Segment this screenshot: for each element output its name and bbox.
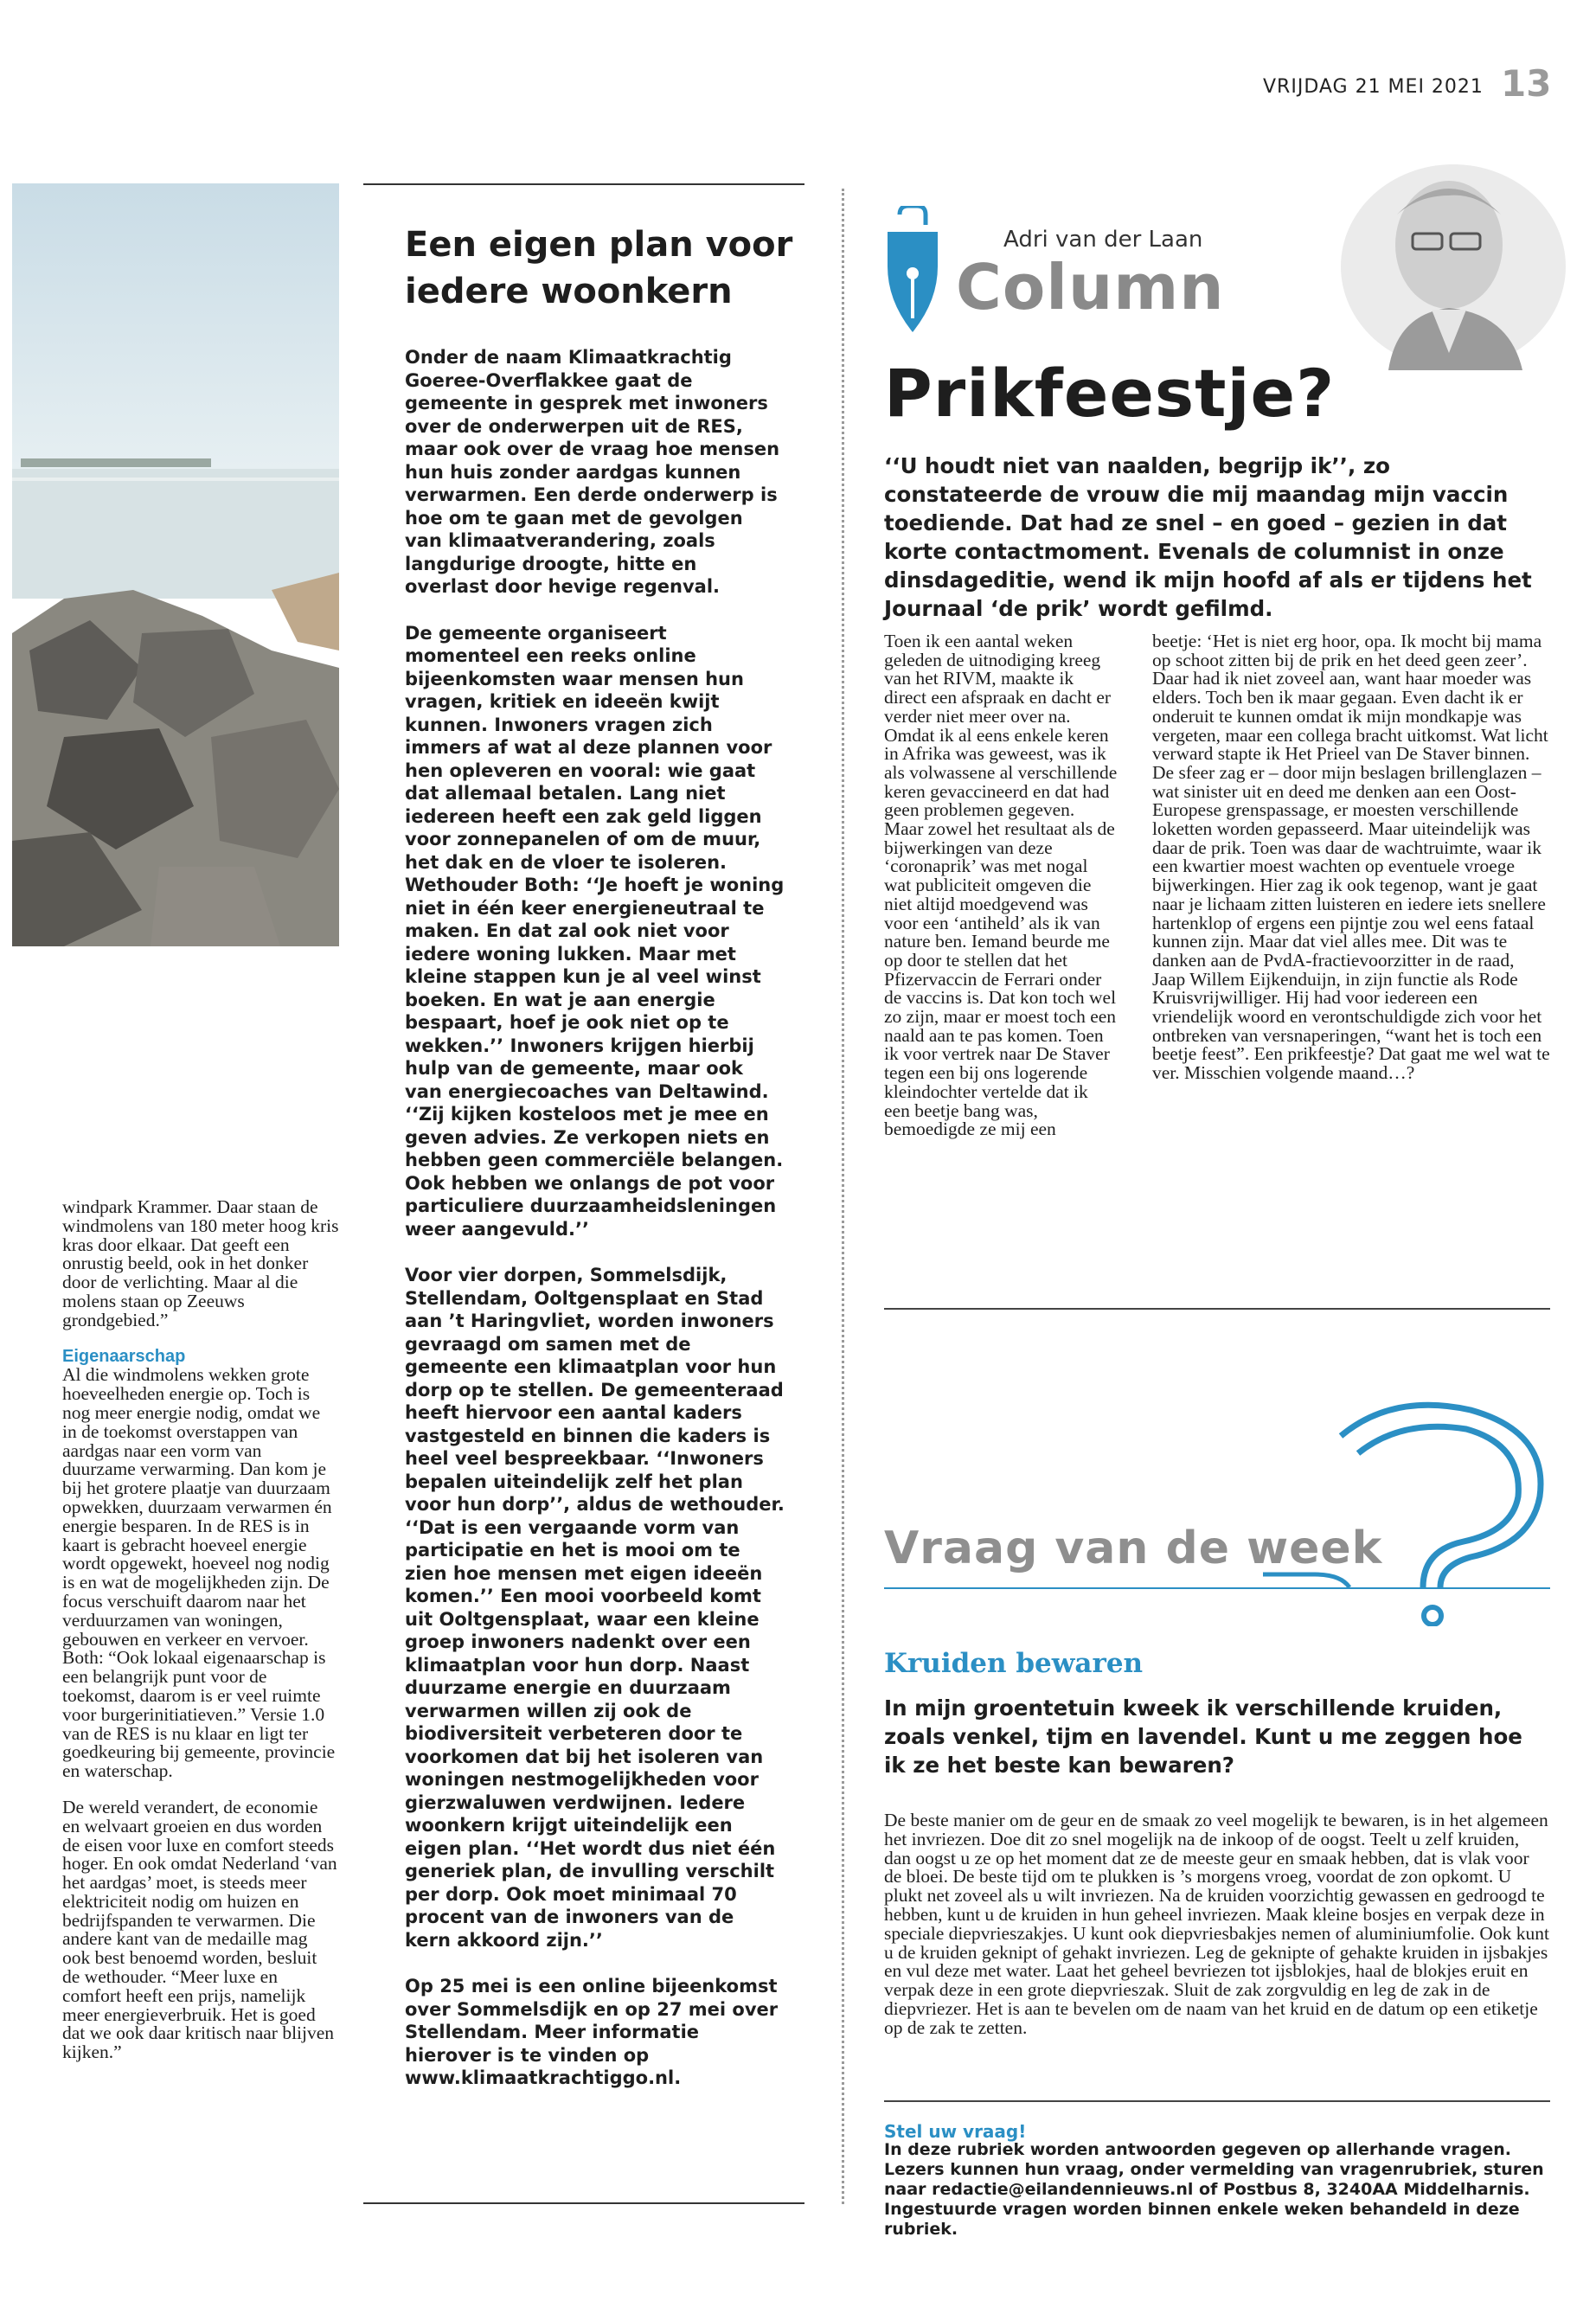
- column-body-left: Toen ik een aantal weken geleden de uitnodiging kreeg van het RIVM, maakte ik direct een afspraak en dacht er verder niet meer over na. Omdat ik al eens enkele keren in Afrika was geweest, was ik als volwassene al verschillende keren gevaccineerd en dat had geen problemen gegeven. Maar zowel het resultaat als de bijwerkingen van deze ‘coronaprik’ was met nogal wat publiciteit omgeven die niet altijd moedgevend was voor een ‘antiheld’ als ik van nature ben. Iemand beurde me op door te stellen dat het Pfizervaccin de Ferrari onder de vaccins is. Dat kon toch wel zo zijn, maar er moest toch een naald aan te pas komen. Toen ik voor vertrek naar De Staver tegen een bij ons logerende kleindochter vertelde dat ik een beetje bang was, bemoedigde ze mij een: [884, 631, 1118, 1140]
- article-paragraph: Onder de naam Klimaatkrachtig Goeree-Overflakkee gaat de gemeente in gesprek met inwoners over de onderwerpen uit de RES, maar ook over de vraag hoe mensen hun huis zonder aardgas kunnen verwarmen. Een derde onderwerp is hoe om te gaan met de gevolgen van klimaatverandering, zoals langdurige droogte, hitte en overlast door hevige regenval.: [405, 347, 780, 597]
- subhead-eigenaarschap: Eigenaarschap: [62, 1346, 186, 1366]
- column-lead: ‘‘U houdt niet van naalden, begrijp ik’’, zo constateerde de vrouw die mij maandag mijn vaccin toediende. Dat had ze snel – en goed – gezien in dat korte contactmoment. Evenals de columnist in onze dinsdageditie, wend ik mijn hoofd af als er tijdens het Journaal ‘de prik’ wordt gefilmd.: [884, 453, 1532, 621]
- column-divider: [842, 189, 844, 2204]
- section-rule: [884, 1308, 1550, 1310]
- left-column-text: [62, 1198, 339, 2080]
- bottom-rule: [363, 2202, 804, 2204]
- top-rule: [363, 183, 804, 185]
- vraag-rule: [884, 1587, 1550, 1589]
- article-title: Een eigen plan voor iedere woonkern: [405, 225, 793, 311]
- coast-photo: [12, 183, 339, 946]
- author-portrait: [1336, 154, 1570, 370]
- article-paragraph: De gemeente organiseert momenteel een reeks online bijeenkomsten waar mensen hun vragen, kritiek en ideeën kwijt kunnen. Inwoners vragen zich immers af wat al deze plannen voor hen opleveren en vooral: wie gaat dat allemaal betalen. Lang niet iedereen heeft een zak geld liggen voor zonnepanelen of om de muur, het dak en de vloer te isoleren. Wethouder Both: ‘‘Je hoeft je woning niet in één keer energieneutraal te maken. En dat zal ook niet voor iedere woning lukken. Maar met kleine stappen kun je al veel winst boeken. En wat je aan energie bespaart, hoef je ook niet op te wekken.’’ Inwoners krijgen hierbij hulp van de gemeente, maar ook van energiecoaches van Deltawind. ‘‘Zij kijken kosteloos met je mee en geven advies. Ze verkopen niets en hebben geen commerciële belangen. Ook hebben we onlangs de pot voor particuliere duurzaamheidsleningen weer aangevuld.’’: [405, 622, 785, 1240]
- left-paragraph: windpark Krammer. Daar staan de windmolens van 180 meter hoog kris kras door elkaar. Dat geeft een onrustig beeld, ook in het donker door de verlichting. Maar al die molens staan op Zeeuws grondgebied.”: [62, 1196, 339, 1330]
- article-body: [405, 346, 785, 2113]
- stel-rule: [884, 2100, 1550, 2102]
- article-paragraph: Voor vier dorpen, Sommelsdijk, Stellendam, Ooltgensplaat en Stad aan ’t Haringvliet, worden inwoners gevraagd om samen met de gemeente een klimaatplan voor hun dorp op te stellen. De gemeenteraad heeft hiervoor een aantal kaders vastgesteld en binnen die kaders is heel veel bespreekbaar. ‘‘Inwoners bepalen uiteindelijk zelf het plan voor hun dorp’’, aldus de wethouder. ‘‘Dat is een vergaande vorm van participatie en het is mooi om te zien hoe mensen met eigen ideeën komen.’’ Een mooi voorbeeld komt uit Ooltgensplaat, waar een kleine groep inwoners nadenkt over een klimaatplan voor hun dorp. Naast duurzame energie en duurzaam verwarmen willen zij ook de biodiversiteit verbeteren door te voorkomen dat bij het isoleren van woningen nestmogelijkheden voor gierzwaluwen verdwijnen. Iedere woonkern krijgt uiteindelijk een eigen plan. ‘‘Het wordt dus niet één generiek plan, de invulling verschilt per dorp. Ook moet minimaal 70 procent van de inwoners van de kern akkoord zijn.’’: [405, 1265, 785, 1951]
- column-headline: Prikfeestje?: [884, 355, 1336, 432]
- fountain-pen-icon: [882, 206, 943, 334]
- vraag-topic: Kruiden bewaren: [884, 1648, 1144, 1679]
- stel-body: In deze rubriek worden antwoorden gegeven op allerhande vragen. Lezers kunnen hun vraag, onder vermelding van vragenrubriek, sturen naar redactie@eilandennieuws.nl of Postbus 8, 3240AA Middelharnis. Ingestuurde vragen worden binnen enkele weken behandeld in deze rubriek.: [884, 2140, 1544, 2239]
- column-author: Adri van der Laan: [1003, 227, 1203, 253]
- stel-title: Stel uw vraag!: [884, 2121, 1027, 2142]
- vraag-title: Vraag van de week: [884, 1522, 1383, 1574]
- column-body-right: beetje: ‘Het is niet erg hoor, opa. Ik mocht bij mama op schoot zitten bij de prik en het deed geen zeer’. Daar had ik niet zoveel aan, want haar moeder was elders. Toch ben ik maar gegaan. Even dacht ik er onderuit te kunnen omdat ik mijn mondkapje was vergeten, maar een collega bracht uitkomst. Wat licht verward stapte ik Het Prieel van De Staver binnen. De sfeer zag er – door mijn beslagen brillenglazen – wat sinister uit en deed me denken aan een Oost-Europese grenspassage, er moesten verschillende loketten worden gepasseerd. Maar uiteindelijk was daar de prik. Toen was daar de wachtruimte, waar ik een kwartier moest wachten op eventuele vroege bijwerkingen. Hier zag ik ook tegenop, want je gaat naar je lichaam zitten luisteren en iedere iets snellere hartenklop of ergens een pijntje zou wel eens fataal kunnen zijn. Maar dat viel alles mee. Dit was te danken aan de PvdA-fractievoorzitter in de raad, Jaap Willem Eijkenduijn, in zijn functie als Rode Kruisvrijwilliger. Hij had voor iedereen een vriendelijk woord en verontschuldigde zich voor het ontbreken van versnaperingen, “want het is toch een beetje feest”. Een prikfeestje? Dat gaat me wel wat te ver. Misschien volgende maand…?: [1152, 631, 1550, 1084]
- column-label: Column: [956, 251, 1225, 324]
- article-paragraph: Op 25 mei is een online bijeenkomst over Sommelsdijk en op 27 mei over Stellendam. Meer informatie hierover is te vinden op www.klimaatkrachtiggo.nl.: [405, 1976, 779, 2088]
- page-number: 13: [1501, 62, 1552, 105]
- left-paragraph: Al die windmolens wekken grote hoeveelheden energie op. Toch is nog meer energie nodig, omdat we in de toekomst overstappen van aardgas naar een vorm van duurzame verwarming. Dan kom je bij het grotere plaatje van duurzaam opwekken, duurzaam verwarmen én energie besparen. In de RES is in kaart is gebracht hoeveel energie wordt opgewekt, hoeveel nog nodig is en wat de mogelijkheden zijn. De focus verschuift daarom naar het verduurzamen van woningen, gebouwen en verkeer en vervoer. Both: “Ook lokaal eigenaarschap is een belangrijk punt voor de toekomst, daarom is er veel ruimte voor burgerinitiatieven.” Versie 1.0 van de RES is nu klaar en ligt ter goedkeuring bij gemeente, provincie en waterschap.: [62, 1364, 336, 1782]
- left-paragraph: De wereld verandert, de economie en welvaart groeien en dus worden de eisen voor luxe en comfort steeds hoger. En ook omdat Nederland ‘van het aardgas’ moet, is steeds meer elektriciteit nodig om huizen en bedrijfspanden te verwarmen. Die andere kant van de medaille mag ook best benoemd worden, besluit de wethouder. “Meer luxe en comfort heeft een prijs, namelijk meer energieverbruik. Het is goed dat we ook daar kritisch naar blijven kijken.”: [62, 1796, 337, 2063]
- vraag-question: In mijn groentetuin kweek ik verschillende kruiden, zoals venkel, tijm en lavendel. Kunt u me zeggen hoe ik ze het beste kan bewaren?: [884, 1695, 1522, 1778]
- question-mark-icon: [1263, 1401, 1566, 1626]
- issue-date: VRIJDAG 21 MEI 2021: [1263, 76, 1484, 98]
- vraag-answer: De beste manier om de geur en de smaak zo veel mogelijk te bewaren, is in het algemeen het invriezen. Doe dit zo snel mogelijk na de inkoop of de oogst. Teelt u zelf kruiden, dan oogst u ze op het moment dat ze de meeste geur en smaak hebben, dat is vlak voor de bloei. De beste tijd om te plukken is ’s morgens vroeg, voordat de zon opkomt. U plukt net zoveel als u wilt invriezen. Na de kruiden voorzichtig gewassen en gedroogd te hebben, kunt u de kruiden in hun geheel invriezen. Maak kleine bosjes en verpak deze in speciale diepvrieszakjes. U kunt ook diepvriesbakjes nemen of aluminiumfolie. Ook kunt u de kruiden geknipt of gehakt invriezen. Leg de geknipte of gehakte kruiden in ijsbakjes en vul deze met water. Laat het geheel bevriezen tot ijsblokjes, haal de blokjes eruit en verpak deze in een grote diepvrieszak. Sluit de zak zorgvuldig en leg de zak in de diepvriezer. Het is aan te bevelen om de naam van het kruid en de datum op een etiketje op de zak te zetten.: [884, 1810, 1550, 2038]
